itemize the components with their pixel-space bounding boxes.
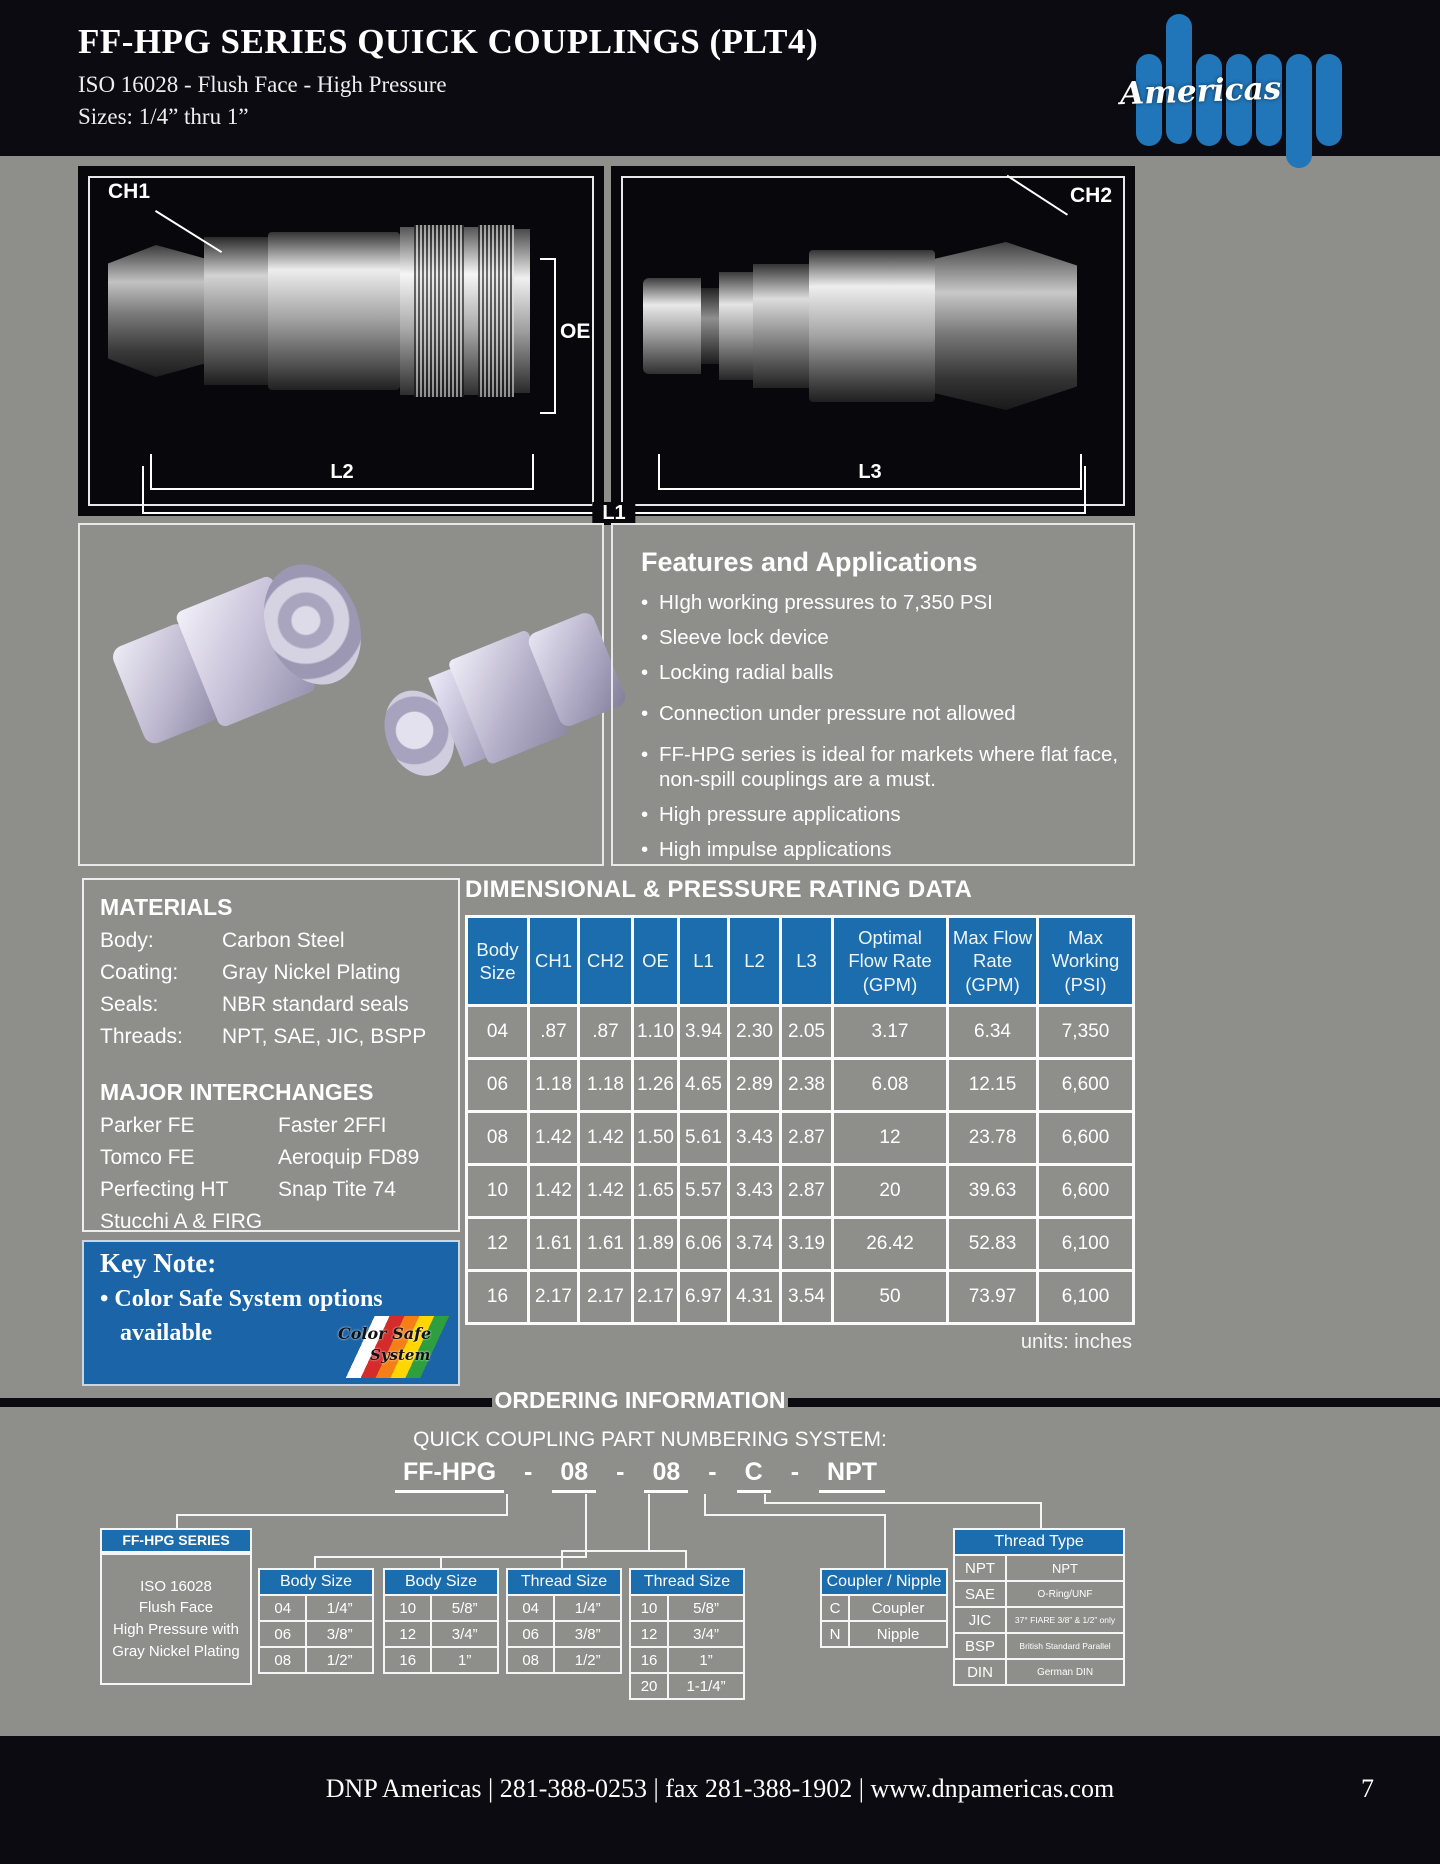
mini-table-code: N xyxy=(821,1621,849,1647)
part-number-separator: - xyxy=(524,1458,533,1486)
table-cell: 23.78 xyxy=(948,1112,1038,1165)
mini-table-header: Body Size xyxy=(384,1569,498,1595)
table-cell: 2.30 xyxy=(729,1006,781,1059)
connector-line xyxy=(764,1494,766,1502)
features-list xyxy=(641,590,1119,862)
table-column-header: Max Flow Rate (GPM) xyxy=(948,917,1038,1006)
page-subtitle-sizes: Sizes: 1/4” thru 1” xyxy=(78,104,249,129)
connector-line xyxy=(764,1502,1040,1504)
table-cell: 6,100 xyxy=(1038,1218,1134,1271)
series-box-line: Gray Nickel Plating xyxy=(112,1642,240,1660)
connector-line xyxy=(506,1494,508,1514)
connector-line xyxy=(704,1514,884,1516)
body-size-table-1 xyxy=(258,1568,374,1674)
color-safe-text: Color Safe xyxy=(338,1324,432,1343)
table-cell: 1.10 xyxy=(633,1006,679,1059)
table-cell: 2.17 xyxy=(579,1271,633,1324)
pair-row: Perfecting HT Snap Tite 74 xyxy=(100,1178,396,1201)
dim-label-l2: L2 xyxy=(330,461,354,483)
dim-label-l3: L3 xyxy=(858,461,882,483)
table-cell: 4.31 xyxy=(729,1271,781,1324)
page-subtitle-standard: ISO 16028 - Flush Face - High Pressure xyxy=(78,72,447,97)
table-column-header: L3 xyxy=(781,917,833,1006)
key-note-title: Key Note: xyxy=(100,1248,217,1278)
coupler-nipple-table xyxy=(820,1568,948,1648)
system-text: System xyxy=(370,1346,431,1364)
mini-table-code: C xyxy=(821,1595,849,1621)
mini-table-row xyxy=(384,1647,498,1673)
mini-table-code: 20 xyxy=(630,1673,668,1699)
mini-table-row xyxy=(384,1595,498,1621)
table-cell: 3.43 xyxy=(729,1112,781,1165)
mini-table-header: Thread Size xyxy=(507,1569,621,1595)
connector-line xyxy=(314,1556,316,1568)
mini-table-code: 10 xyxy=(630,1595,668,1621)
table-cell: 7,350 xyxy=(1038,1006,1134,1059)
dim-label-ch2: CH2 xyxy=(1070,184,1113,207)
mini-table-value: 5/8” xyxy=(431,1595,498,1621)
mini-table-row xyxy=(630,1673,744,1699)
table-cell: 6,600 xyxy=(1038,1165,1134,1218)
mini-table-code: JIC xyxy=(954,1607,1006,1633)
mini-table-code: DIN xyxy=(954,1659,1006,1685)
part-number-segment: C xyxy=(737,1458,771,1493)
table-cell: 6.06 xyxy=(679,1218,729,1271)
table-column-header: Max Working (PSI) xyxy=(1038,917,1134,1006)
connector-line xyxy=(561,1550,687,1552)
materials-list xyxy=(100,929,458,1049)
feature-item: • High impulse applications xyxy=(641,838,892,861)
mini-table-code: 08 xyxy=(507,1647,554,1673)
mini-table-header: Coupler / Nipple xyxy=(821,1569,947,1595)
mini-table-value: 5/8” xyxy=(668,1595,744,1621)
table-cell: 1.89 xyxy=(633,1218,679,1271)
table-cell: 08 xyxy=(467,1112,529,1165)
key-note-box xyxy=(82,1240,460,1386)
dnp-americas-logo xyxy=(1119,12,1342,150)
mini-table-value: Coupler xyxy=(849,1595,947,1621)
mini-table-row xyxy=(507,1647,621,1673)
series-box-header: FF-HPG SERIES xyxy=(100,1528,252,1553)
mini-table-row xyxy=(821,1621,947,1647)
table-row xyxy=(467,1271,1134,1324)
table-cell: 6.08 xyxy=(833,1059,948,1112)
mini-table-code: 16 xyxy=(384,1647,431,1673)
mini-table-code: NPT xyxy=(954,1555,1006,1581)
dim-label-l1: L1 xyxy=(592,502,635,525)
oe-bracket xyxy=(540,258,556,414)
mini-table-code: 08 xyxy=(259,1647,306,1673)
mini-table-value: 3/4” xyxy=(431,1621,498,1647)
mini-table-value: 37° FIARE 3/8” & 1/2” only xyxy=(1006,1607,1124,1633)
table-cell: 2.87 xyxy=(781,1165,833,1218)
mini-table-row xyxy=(507,1621,621,1647)
table-cell: 3.19 xyxy=(781,1218,833,1271)
connector-line xyxy=(440,1556,442,1568)
table-cell: 1.26 xyxy=(633,1059,679,1112)
table-row xyxy=(467,1218,1134,1271)
render-panel xyxy=(78,523,604,866)
mini-table-row xyxy=(630,1647,744,1673)
table-cell: 5.61 xyxy=(679,1112,729,1165)
table-cell: 2.17 xyxy=(633,1271,679,1324)
table-cell: 12.15 xyxy=(948,1059,1038,1112)
table-cell: 6,600 xyxy=(1038,1059,1134,1112)
table-row xyxy=(467,1006,1134,1059)
table-cell: 3.94 xyxy=(679,1006,729,1059)
mini-table-row xyxy=(507,1595,621,1621)
pair-row: Body: Carbon Steel xyxy=(100,929,345,952)
table-cell: 1.65 xyxy=(633,1165,679,1218)
thread-type-table xyxy=(953,1528,1125,1686)
pair-row: Tomco FE Aeroquip FD89 xyxy=(100,1146,420,1169)
table-cell: 52.83 xyxy=(948,1218,1038,1271)
table-cell: 3.17 xyxy=(833,1006,948,1059)
features-title: Features and Applications xyxy=(641,547,978,577)
table-cell: 1.42 xyxy=(579,1112,633,1165)
thread-size-table-2 xyxy=(629,1568,745,1700)
ordering-subtitle: QUICK COUPLING PART NUMBERING SYSTEM: xyxy=(413,1428,887,1451)
page-number: 7 xyxy=(1361,1774,1374,1803)
series-box-body xyxy=(100,1553,252,1685)
interchanges-list xyxy=(100,1114,458,1234)
mini-table-header: Thread Type xyxy=(954,1529,1124,1555)
table-cell: 6.97 xyxy=(679,1271,729,1324)
mini-table-value: 1/4” xyxy=(554,1595,621,1621)
dim-label-oe: OE xyxy=(560,320,591,343)
table-cell: 2.38 xyxy=(781,1059,833,1112)
nipple-graphic xyxy=(643,226,1093,426)
table-cell: 39.63 xyxy=(948,1165,1038,1218)
render-coupler-graphic xyxy=(106,550,379,756)
mini-table-value: Nipple xyxy=(849,1621,947,1647)
ordering-divider-left xyxy=(0,1398,492,1407)
mini-table-code: 04 xyxy=(259,1595,306,1621)
series-box-line: ISO 16028 xyxy=(140,1577,212,1595)
table-cell: 3.54 xyxy=(781,1271,833,1324)
coupler-knurl xyxy=(414,225,464,397)
mini-table-row xyxy=(630,1595,744,1621)
nipple-body xyxy=(809,250,935,402)
coupler-cap xyxy=(514,229,530,393)
table-cell: 20 xyxy=(833,1165,948,1218)
color-safe-system-logo xyxy=(330,1316,450,1378)
ordering-divider-right xyxy=(788,1398,1440,1407)
table-column-header: OE xyxy=(633,917,679,1006)
mini-table-value: German DIN xyxy=(1006,1659,1124,1685)
connector-line xyxy=(685,1550,687,1568)
table-cell: 2.89 xyxy=(729,1059,781,1112)
table-cell: 1.42 xyxy=(529,1165,579,1218)
dimensional-table xyxy=(465,915,1135,1325)
table-cell: 1.61 xyxy=(579,1218,633,1271)
mini-table-row xyxy=(954,1633,1124,1659)
table-cell: 12 xyxy=(467,1218,529,1271)
render-nipple-graphic xyxy=(368,604,631,797)
connector-line xyxy=(1040,1502,1042,1528)
mini-table-row xyxy=(821,1595,947,1621)
connector-line xyxy=(704,1494,706,1514)
features-panel xyxy=(611,523,1135,866)
interchanges-title: MAJOR INTERCHANGES xyxy=(100,1079,374,1105)
table-column-header: CH2 xyxy=(579,917,633,1006)
product-photos xyxy=(78,166,1135,524)
feature-item: • HIgh working pressures to 7,350 PSI xyxy=(641,591,993,614)
connector-line xyxy=(176,1514,508,1516)
table-cell: .87 xyxy=(579,1006,633,1059)
mini-table-code: 10 xyxy=(384,1595,431,1621)
connector-line xyxy=(648,1494,650,1552)
table-cell: 4.65 xyxy=(679,1059,729,1112)
part-number-separator: - xyxy=(708,1458,717,1486)
table-cell: .87 xyxy=(529,1006,579,1059)
mini-table-code: SAE xyxy=(954,1581,1006,1607)
table-cell: 6,100 xyxy=(1038,1271,1134,1324)
mini-table-row xyxy=(259,1621,373,1647)
table-row xyxy=(467,1112,1134,1165)
part-number-separator: - xyxy=(790,1458,800,1486)
key-note-bullet-cont: available xyxy=(120,1320,213,1346)
connector-line xyxy=(585,1494,587,1558)
page-title: FF-HPG SERIES QUICK COUPLINGS (PLT4) xyxy=(78,22,819,61)
mini-table-value: 3/4” xyxy=(668,1621,744,1647)
table-column-header: L2 xyxy=(729,917,781,1006)
connector-line xyxy=(561,1550,563,1568)
nipple-groove xyxy=(701,288,719,364)
table-cell: 10 xyxy=(467,1165,529,1218)
mini-table-value: O-Ring/UNF xyxy=(1006,1581,1124,1607)
mini-table-row xyxy=(384,1621,498,1647)
feature-item: • High pressure applications xyxy=(641,803,901,826)
table-cell: 1.61 xyxy=(529,1218,579,1271)
body-size-table-2 xyxy=(383,1568,499,1674)
mini-table-code: 04 xyxy=(507,1595,554,1621)
table-cell: 1.18 xyxy=(579,1059,633,1112)
mini-table-value: 3/8” xyxy=(554,1621,621,1647)
coupler-ring xyxy=(464,227,478,395)
coupler-graphic xyxy=(108,206,538,416)
table-row xyxy=(467,1165,1134,1218)
table-cell: 50 xyxy=(833,1271,948,1324)
table-cell: 2.17 xyxy=(529,1271,579,1324)
connector-line xyxy=(884,1514,886,1568)
part-number-segment: NPT xyxy=(819,1458,885,1493)
table-cell: 5.57 xyxy=(679,1165,729,1218)
mini-table-code: 12 xyxy=(384,1621,431,1647)
nipple-tip xyxy=(643,278,701,374)
table-cell: 12 xyxy=(833,1112,948,1165)
mini-table-header: Body Size xyxy=(259,1569,373,1595)
thread-size-table-1 xyxy=(506,1568,622,1674)
mini-table-code: BSP xyxy=(954,1633,1006,1659)
table-cell: 26.42 xyxy=(833,1218,948,1271)
mini-table-row xyxy=(259,1595,373,1621)
pair-row: Coating: Gray Nickel Plating xyxy=(100,961,401,984)
mini-table-value: 1-1/4” xyxy=(668,1673,744,1699)
coupler-body xyxy=(268,232,400,390)
l1-bracket xyxy=(142,466,1086,524)
connector-line xyxy=(314,1556,587,1558)
mini-table-header: Thread Size xyxy=(630,1569,744,1595)
materials-box xyxy=(82,878,460,1232)
feature-item: • Sleeve lock device xyxy=(641,626,829,649)
table-cell: 3.74 xyxy=(729,1218,781,1271)
part-number-segment: 08 xyxy=(644,1458,688,1493)
coupler-neck xyxy=(204,237,268,385)
mini-table-code: 12 xyxy=(630,1621,668,1647)
nipple-neck xyxy=(753,264,809,388)
key-note-bullet: • Color Safe System options xyxy=(100,1286,383,1312)
page-footer xyxy=(0,1736,1440,1864)
materials-title: MATERIALS xyxy=(100,894,233,920)
pair-row: Seals: NBR standard seals xyxy=(100,993,409,1016)
dimensional-table-title: DIMENSIONAL & PRESSURE RATING DATA xyxy=(465,876,973,903)
table-cell: 3.43 xyxy=(729,1165,781,1218)
mini-table-value: 1” xyxy=(668,1647,744,1673)
table-cell: 2.05 xyxy=(781,1006,833,1059)
table-column-header: L1 xyxy=(679,917,729,1006)
table-cell: 1.18 xyxy=(529,1059,579,1112)
units-note: units: inches xyxy=(1020,1331,1132,1353)
mini-table-row xyxy=(954,1581,1124,1607)
series-box-line: High Pressure with xyxy=(113,1621,239,1638)
feature-item: • Locking radial balls xyxy=(641,661,834,684)
ordering-title: ORDERING INFORMATION xyxy=(494,1387,786,1413)
nipple-hex xyxy=(935,242,1077,410)
part-number-line xyxy=(360,1458,920,1493)
mini-table-code: 06 xyxy=(259,1621,306,1647)
mini-table-row xyxy=(954,1555,1124,1581)
mini-table-value: 3/8” xyxy=(306,1621,373,1647)
part-number-segment: FF-HPG xyxy=(395,1458,504,1493)
mini-table-value: 1/2” xyxy=(554,1647,621,1673)
mini-table-value: NPT xyxy=(1006,1555,1124,1581)
mini-table-row xyxy=(954,1607,1124,1633)
table-cell: 1.42 xyxy=(579,1165,633,1218)
logo-americas-text: Americas xyxy=(1119,70,1282,113)
table-cell: 73.97 xyxy=(948,1271,1038,1324)
feature-item: • FF-HPG series is ideal for markets where flat face, non-spill couplings are a must. xyxy=(641,743,1119,791)
table-row xyxy=(467,1059,1134,1112)
table-cell: 1.50 xyxy=(633,1112,679,1165)
table-column-header: Body Size xyxy=(467,917,529,1006)
coupler-knurl xyxy=(478,225,514,397)
part-number-separator: - xyxy=(616,1458,625,1486)
table-cell: 6.34 xyxy=(948,1006,1038,1059)
table-cell: 06 xyxy=(467,1059,529,1112)
mini-table-row xyxy=(630,1621,744,1647)
table-cell: 1.42 xyxy=(529,1112,579,1165)
table-column-header: CH1 xyxy=(529,917,579,1006)
mini-table-row xyxy=(954,1659,1124,1685)
mini-table-row xyxy=(259,1647,373,1673)
series-box-line: Flush Face xyxy=(138,1599,214,1617)
coupler-hex xyxy=(108,245,204,377)
table-cell: 04 xyxy=(467,1006,529,1059)
part-number-segment: 08 xyxy=(552,1458,596,1493)
nipple-collar xyxy=(719,272,753,380)
feature-item: • Connection under pressure not allowed xyxy=(641,702,1016,725)
pair-row: Parker FE Faster 2FFI xyxy=(100,1114,387,1137)
pair-row: Stucchi A & FIRG xyxy=(100,1210,263,1233)
table-column-header: Optimal Flow Rate (GPM) xyxy=(833,917,948,1006)
coupler-ring xyxy=(400,227,414,395)
table-cell: 2.87 xyxy=(781,1112,833,1165)
mini-table-code: 06 xyxy=(507,1621,554,1647)
mini-table-value: 1” xyxy=(431,1647,498,1673)
mini-table-code: 16 xyxy=(630,1647,668,1673)
mini-table-value: British Standard Parallel xyxy=(1006,1633,1124,1659)
dim-label-ch1: CH1 xyxy=(108,180,151,203)
table-cell: 16 xyxy=(467,1271,529,1324)
mini-table-value: 1/2” xyxy=(306,1647,373,1673)
page-header xyxy=(0,0,1440,156)
mini-table-value: 1/4” xyxy=(306,1595,373,1621)
pair-row: Threads: NPT, SAE, JIC, BSPP xyxy=(100,1025,427,1048)
table-cell: 6,600 xyxy=(1038,1112,1134,1165)
footer-contact-text: DNP Americas | 281-388-0253 | fax 281-388-1902 | www.dnpamericas.com xyxy=(325,1774,1115,1803)
